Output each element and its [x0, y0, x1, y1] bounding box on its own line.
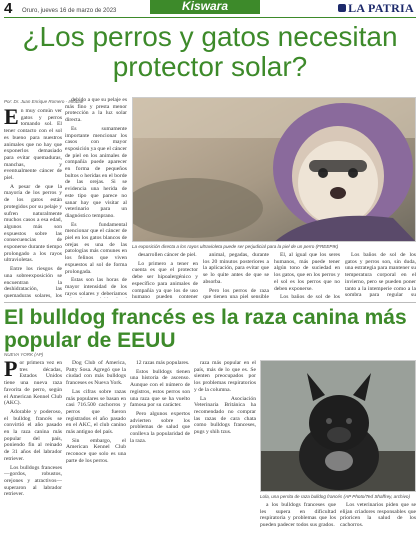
article2-paragraph: Los veterinarios piden que se elijan criadores responsables que prioricen la salud de los cachorros. [340, 502, 416, 529]
logo-text: LA PATRIA [348, 1, 414, 15]
dropcap: P [4, 360, 18, 381]
article1-column-6 [345, 252, 416, 300]
article2-paragraph: Dog Club of America, Patty Sosa. Agregó que la ciudad con más bulldogs franceses es Nueva York. [66, 360, 126, 387]
article1-paragraph: animal, pegadas, durante los 20 minutos posteriores a la aplicación, para evitar que se lo quite antes de que se absorba. [203, 252, 269, 285]
article2-column-1 [4, 360, 62, 532]
article1-paragraph: El, al igual que los seres humanos, más puede tener algún tono de suciedad en los gatos, que en los perros y el sol es los perros que no deben exponerse. [274, 252, 340, 292]
article2-paragraph: raza más popular en el país, más de lo que es. Se sienten preocupados por los problemas respiratorios y de la columna. [194, 360, 256, 393]
article1-paragraph: Entre los riesgos de una sobreexposición se encuentran la deshidratación, las quemaduras solares, los [4, 266, 62, 298]
article2-column-4 [194, 360, 256, 532]
article2-column-5 [260, 502, 336, 534]
article2-column-3 [130, 360, 190, 532]
article2-paragraph: Sin embargo, el American Kennel Club reconoce que solo es una parte de los perros. [66, 437, 126, 464]
article1-photo [132, 97, 416, 242]
article1-photo-caption: La exposición directa a los rayos ultravioleta puede ser perjudicial para la piel de un perro (FREEPIK) [132, 244, 339, 249]
article2-paragraph: Los bulldogs franceses —gordos, robustos, orejones y atractivos— superaron al labrador retriever. [4, 464, 62, 498]
bulldog-photo [261, 361, 416, 492]
header-rule [4, 17, 416, 18]
article1-paragraph: Es fundamental mencionar que el cáncer de piel en los gatos blancos de orejas es una de las patologías más comunes en los felinos que viven expuestos al sol de forma prolongada. [65, 221, 127, 275]
article2-photo-caption: Lola, una perrita de raza bulldog francés (AP Photo/Ted Shaffrey, archivo) [260, 494, 410, 499]
article2-paragraph: Pero algunos expertos advierten sobre los problemas de salud que conlleva la popularidad de la raza. [130, 410, 190, 444]
article1-column-4 [203, 252, 269, 300]
article1-paragraph: A pesar de que la mayoría de los perros y de los gatos están protegidos por su pelaje y sufren naturalmente muchos casos a esa edad, algunos más son expuestos sobre las consecuencias de exponerse durante tiempo prolongado a los rayos ultravioletas. [4, 183, 62, 264]
article1-paragraph: debido a que su pelaje es más fino y presta menor protección a la luz solar directa. [65, 97, 127, 124]
article2-column-6 [340, 502, 416, 534]
article1-paragraph: Estas son las horas de mayor intensidad de los rayos solares y deberíamos [65, 277, 127, 297]
logo-mark-icon [338, 4, 346, 12]
article-divider [4, 302, 416, 303]
article1-paragraph: desarrollen cáncer de piel. [138, 252, 197, 258]
article2-paragraph: Por primera vez en tres décadas, Estados Unidos tiene una nueva raza favorita de perro, según el American Kennel Club (AKC). [4, 360, 62, 407]
article2-photo [260, 360, 416, 492]
article1-paragraph: En muy común ver gatos y perros tomando sol. El tener contacto con el sol es bueno para nuestros animales que no hay que exponerlos demasiado para evitar quemaduras, manchas, y eventualmente cáncer de piel. [4, 108, 62, 182]
article1-headline: ¿Los perros y gatos necesitan protector solar? [22, 21, 398, 82]
article2-paragraph: Estos bulldogs tienen una historia de ascenso. Aunque con el número de registros, estos perros son una raza que se ha vuelto famosa por su carácter. [130, 368, 190, 409]
issue-date: Oruro, jueves 16 de marzo de 2023 [22, 8, 117, 14]
dropcap: E [4, 108, 19, 129]
article1-paragraph: Pero los perros de raza que tienen una piel sensible [203, 287, 269, 300]
article1-paragraph: Lo primero a tener en cuenta es que el protector debe ser hipoalergénico y específico para animales de compañía ya que los de uso humano pueden contener [132, 260, 198, 300]
article2-paragraph: Adorable y poderoso, el bulldog francés se convirtió el año pasado en la raza canina más popular del país, poniendo fin al reinado de 31 años del labrador retriever. [4, 408, 62, 462]
article1-column-3 [132, 252, 198, 300]
article2-column-2 [66, 360, 126, 532]
article2-paragraph: 12 razas más populares. [136, 360, 190, 366]
article2-paragraph: a los bulldogs franceses que les supera en dificultad respiratoria y problemas que los pueden padecer todos sus grados. [260, 502, 336, 529]
article2-byline: NUEVA YORK (AP) [4, 352, 44, 357]
article1-column-5 [274, 252, 340, 300]
article1-paragraph: Los baños de sol de los [280, 294, 340, 300]
page-number: 4 [4, 0, 13, 17]
article1-paragraph: Es sumamente importante mencionar los casos con mayor exposición ya que el cáncer de piel en los animales de compañía puede aparecer en forma de pequeños bultos o heridas en el borde de las orejas. Si se evidencia una herida de este tipo que parece no sanar hay que visitar al veterinario para un diagnóstico temprano. [65, 125, 127, 219]
newspaper-logo [338, 1, 414, 16]
article2-paragraph: La Asociación Veterinaria Británica ha recomendado no comprar las razas de cara chata como bulldogs franceses, pugs y shih tzus. [194, 395, 256, 436]
section-label: Kiswara [150, 0, 260, 14]
page-header [0, 0, 420, 22]
article1-paragraph: Los baños de sol de los gatos y perros son, sin duda, una estrategia para mantener su temperatura corporal en el invierno, pero se pueden poner tanto a la intemperie como a la sombra para regular su [345, 252, 416, 299]
article2-paragraph: Las cifras sobre razas más populares se basan en casi 716.500 cachorros y perros que fueron registrados el año pasado en el AKC, el club canino más antiguo del país. [66, 388, 126, 436]
article1-column-1 [4, 108, 62, 298]
article1-column-2 [65, 97, 127, 298]
dog-in-hood-photo [133, 98, 416, 242]
article1-byline: Por: Dr. Juan Enrique Romero - Infobae [4, 99, 84, 104]
article2-headline: El bulldog francés es la raza canina más popular de EEUU [4, 306, 407, 352]
